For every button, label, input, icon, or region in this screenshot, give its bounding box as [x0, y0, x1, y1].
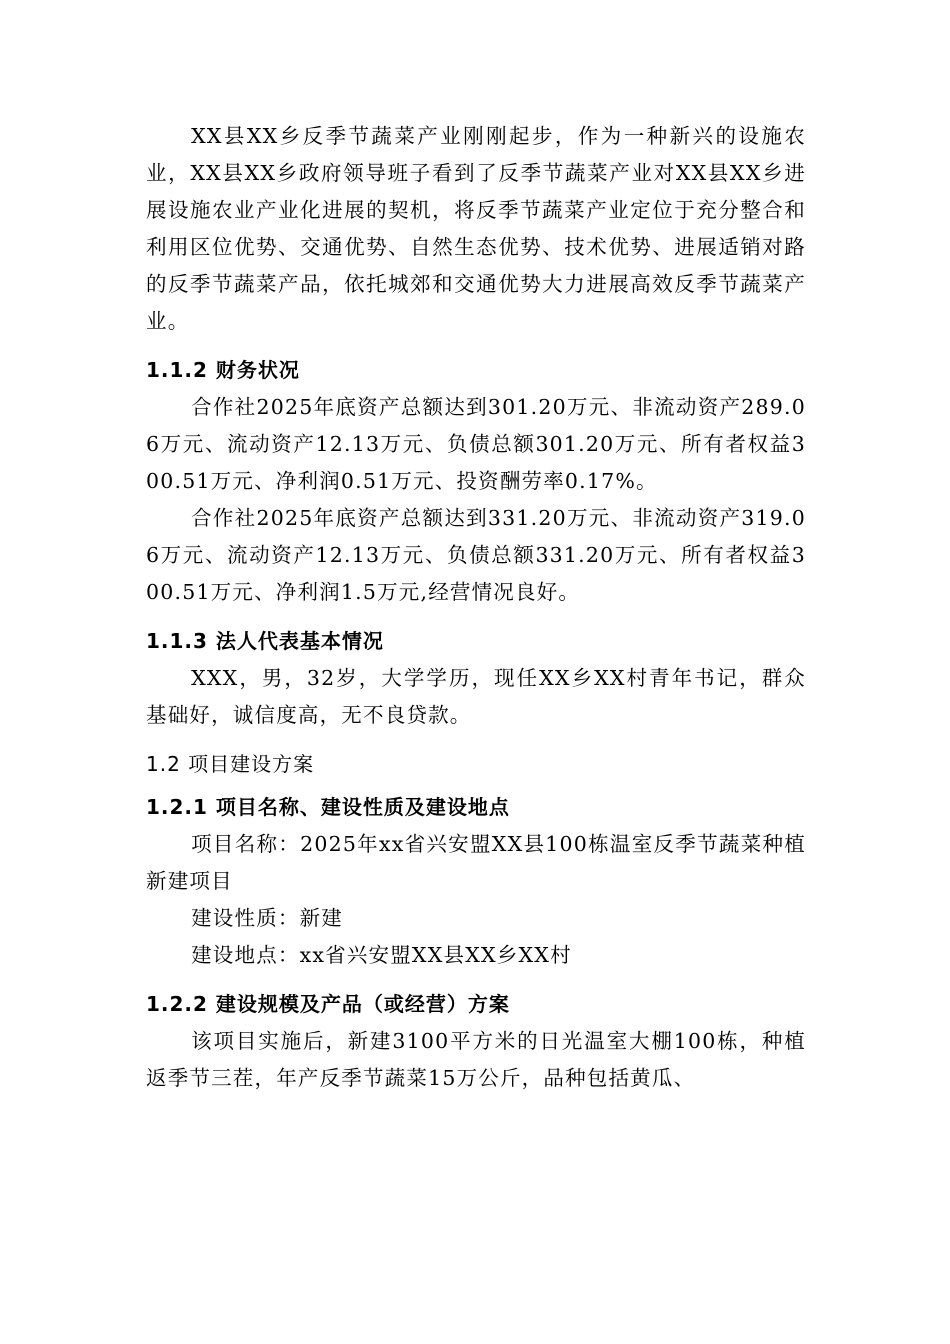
financial-paragraph-2: 合作社2025年底资产总额达到331.20万元、非流动资产319.06万元、流动资产12.13万元、负债总额331.20万元、所有者权益300.51万元、净利润1.5万元,经营情况良好。 — [146, 506, 806, 604]
legal-representative-paragraph: XXX，男，32岁，大学学历，现任XX乡XX村青年书记，群众基础好，诚信度高，无不良贷款。 — [146, 666, 806, 727]
project-name-paragraph: 项目名称：2025年xx省兴安盟XX县100栋温室反季节蔬菜种植新建项目 — [146, 832, 806, 893]
construction-nature-paragraph: 建设性质：新建 — [191, 906, 343, 930]
spacer — [146, 734, 806, 746]
heading-financial-status: 1.1.2 财务状况 — [146, 358, 300, 382]
intro-paragraph: XX县XX乡反季节蔬菜产业刚刚起步，作为一种新兴的设施农业，XX县XX乡政府领导班子看到了反季节蔬菜产业对XX县XX乡进展设施农业产业化进展的契机，将反季节蔬菜产业定位于充分整合和利用区位优势、交通优势、自然生态优势、技术优势、进展适销对路的反季节蔬菜产品，依托城郊和交通优势大力进展高效反季节蔬菜产业。 — [146, 124, 806, 333]
spacer — [146, 611, 806, 623]
spacer — [146, 340, 806, 352]
heading-project-name-nature-location: 1.2.1 项目名称、建设性质及建设地点 — [146, 795, 510, 819]
heading-scale-and-product: 1.2.2 建设规模及产品（或经营）方案 — [146, 992, 510, 1016]
scale-paragraph: 该项目实施后，新建3100平方米的日光温室大棚100栋，种植返季节三茬，年产反季节蔬菜15万公斤，品种包括黄瓜、 — [146, 1029, 806, 1090]
construction-location-paragraph: 建设地点：xx省兴安盟XX县XX乡XX村 — [191, 943, 572, 967]
heading-construction-plan: 1.2 项目建设方案 — [146, 752, 315, 776]
document-body — [146, 118, 806, 1097]
financial-paragraph-1: 合作社2025年底资产总额达到301.20万元、非流动资产289.06万元、流动资产12.13万元、负债总额301.20万元、所有者权益300.51万元、净利润0.51万元、投资酬劳率0.17%。 — [146, 395, 806, 493]
spacer — [146, 974, 806, 986]
heading-legal-representative: 1.1.3 法人代表基本情况 — [146, 629, 384, 653]
